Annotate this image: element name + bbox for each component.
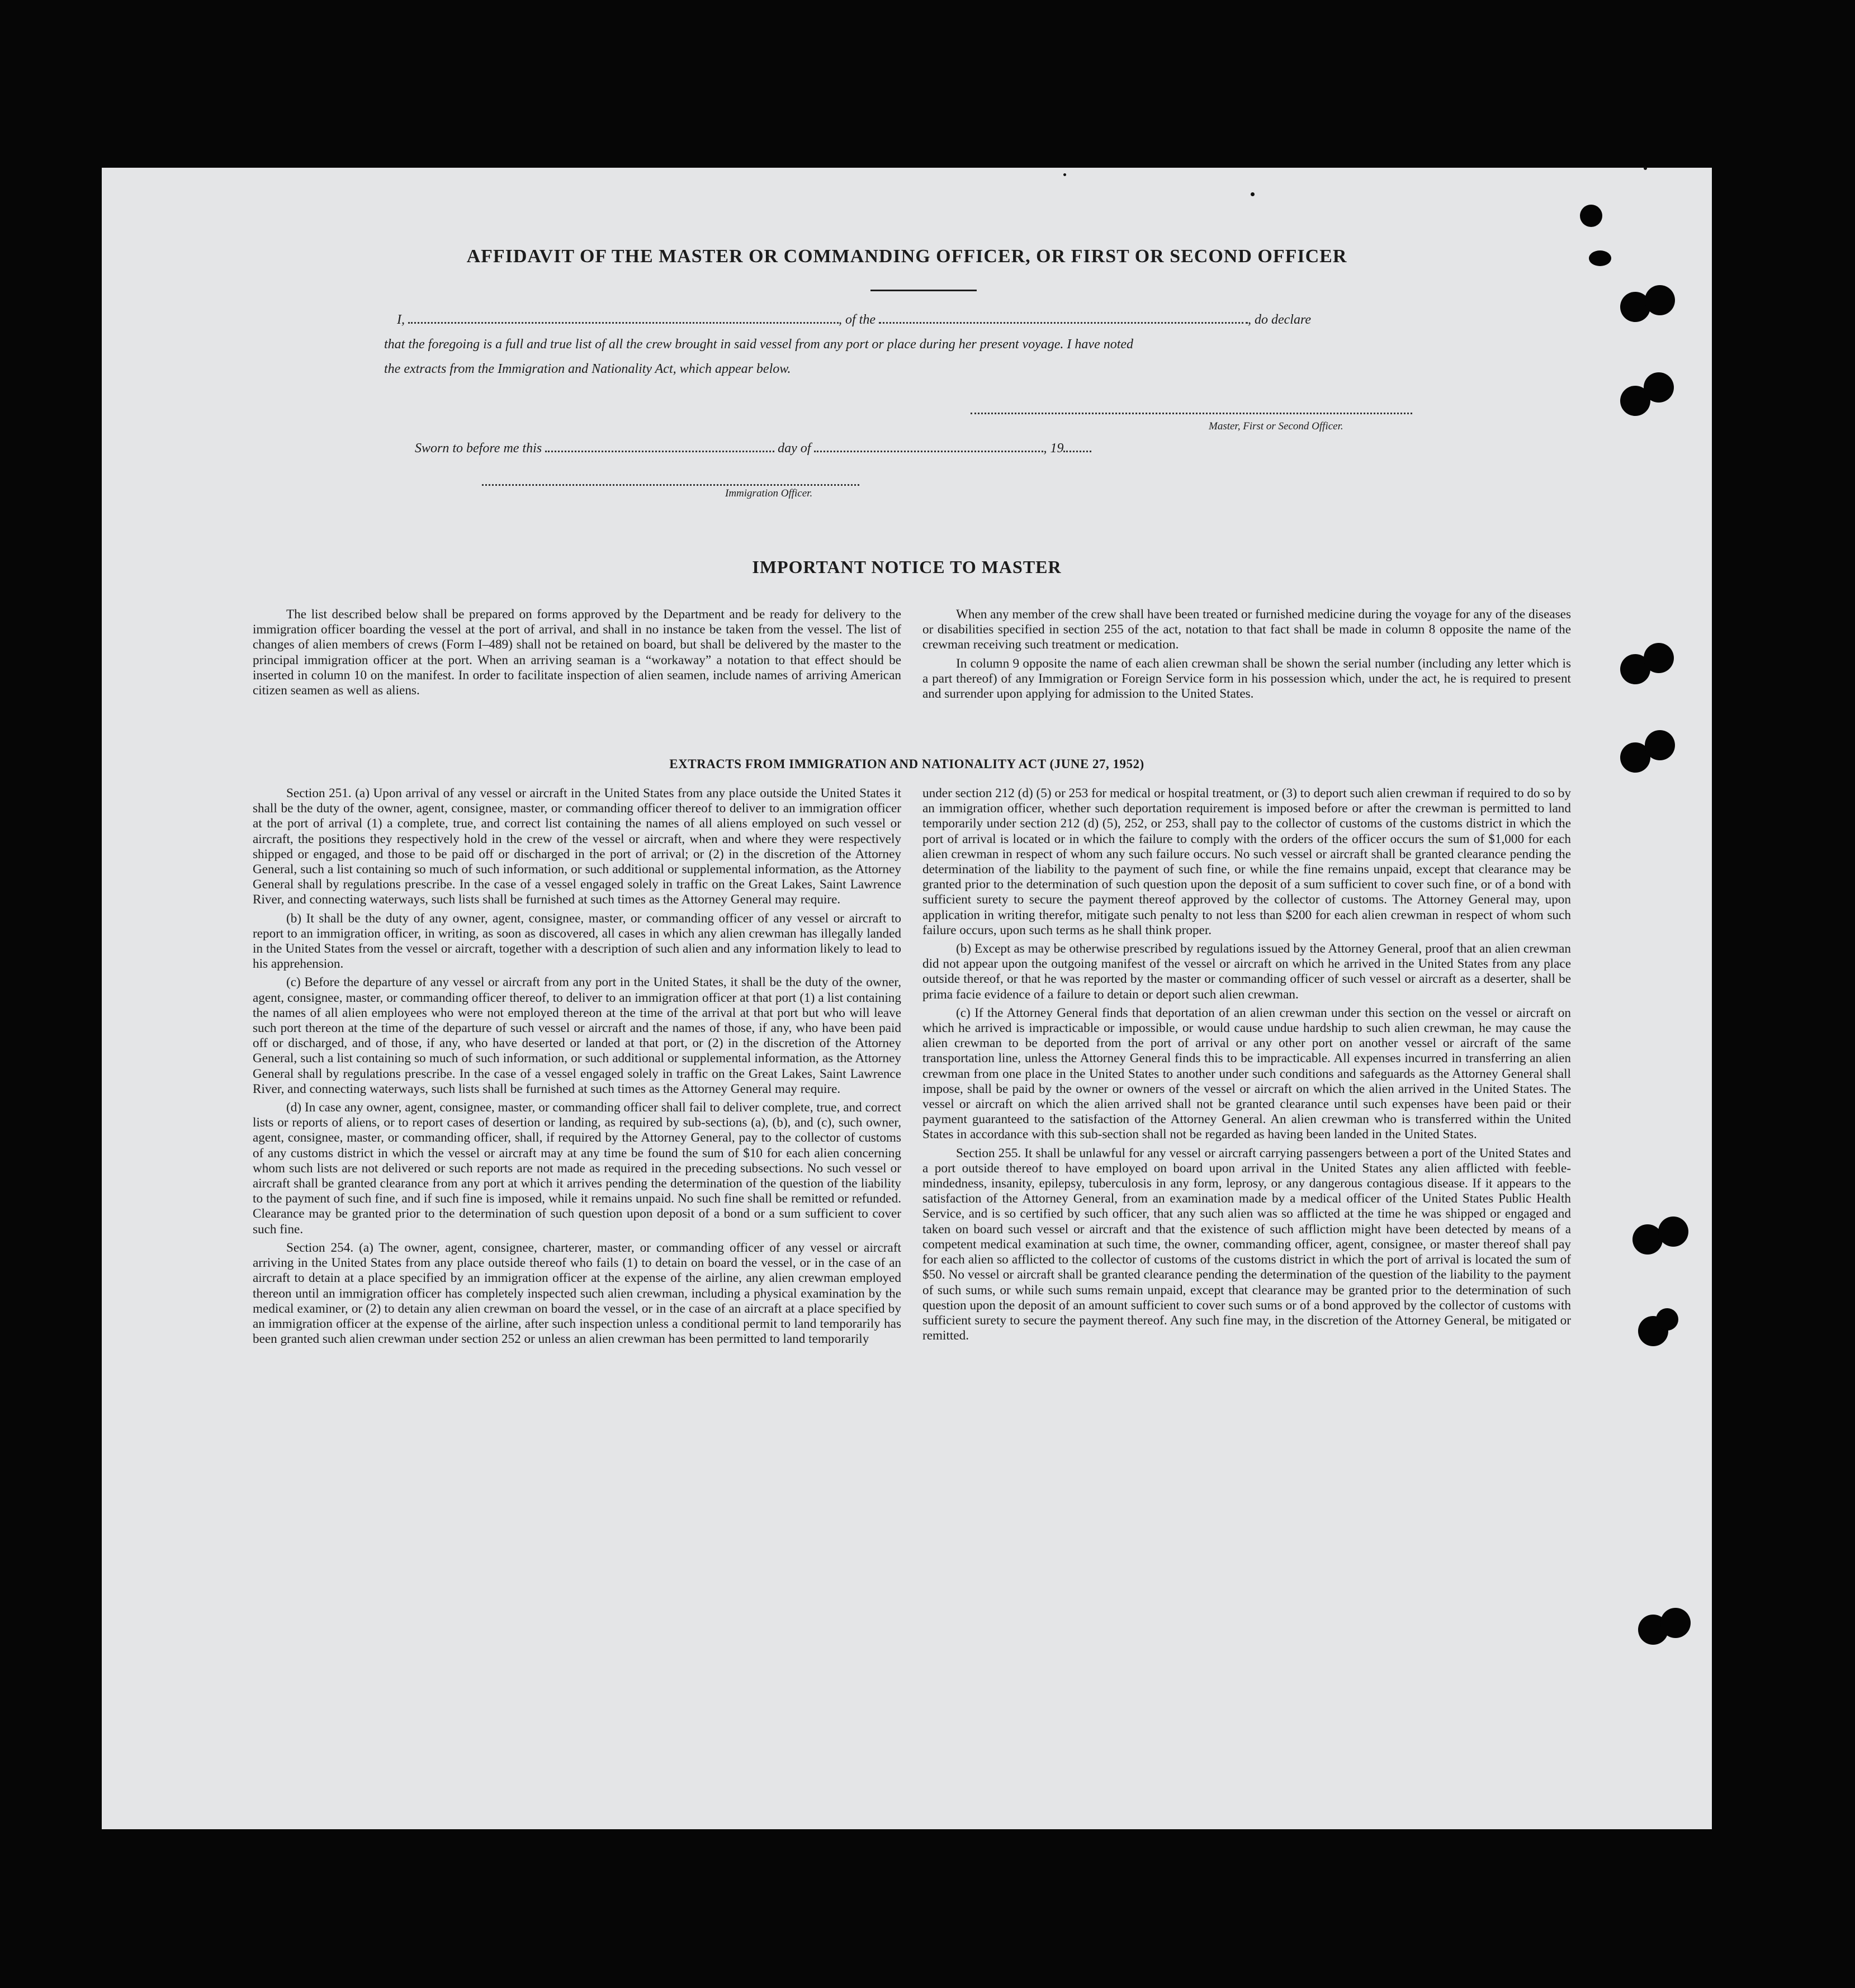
vessel-name-field[interactable] [879, 310, 1248, 324]
punch-hole [1658, 1217, 1688, 1247]
scan-speck [1063, 173, 1066, 176]
extracts-heading: EXTRACTS FROM IMMIGRATION AND NATIONALITY ACT (JUNE 27, 1952) [669, 757, 1144, 771]
sworn-day-field[interactable] [545, 438, 774, 452]
declaration-line [397, 307, 1515, 332]
section-254-b: (b) Except as may be otherwise prescribed by regulations issued by the Attorney General, proof that an alien crewman did not appear upon the outgoing manifest of the vessel or aircraft on which he arrived in the United States from any place outside thereof, or that he was reported by the master or commanding officer of such vessel or aircraft as a deserter, shall be prima facie evidence of a failure to detain or deport such alien crewman. [922, 941, 1571, 1002]
section-251-c: (c) Before the departure of any vessel or aircraft from any port in the United States, it shall be the duty of the owner, agent, consignee, master, or commanding officer thereof, to deliver to an immigration officer at that port (1) a list containing the names of all alien employees who were not employed thereon at the time of the arrival at that port but who will leave such port thereon at the time of the departure of such vessel or aircraft and the names of those, if any, who have been paid off or discharged, and of those, if any, who have deserted or landed at that port, or (2) in the discretion of the Attorney General, such a list containing so much of such information, or such additional or supplemental information, as the Attorney General shall by regulations prescribe. In the case of a vessel engaged solely in traffic on the Great Lakes, Saint Lawrence River, and connecting waterways, such lists shall be furnished at such times as the Attorney General may require. [253, 975, 901, 1096]
declaration-i: I, [397, 313, 405, 327]
notice-left-paragraph: The list described below shall be prepared on forms approved by the Department and be ready for delivery to the immigration officer boarding the vessel at the port of arrival, and shall in no instance be taken from the vessel. The list of changes of alien members of crews (Form I–489) shall not be retained on board, but shall be delivered by the master to the principal immigration officer at the port. When an arriving seaman is a “workaway” a notation to that effect should be inserted in column 10 on the manifest. In order to facilitate inspection of alien seamen, include names of arriving American citizen seamen as well as aliens. [253, 607, 901, 698]
sworn-line [415, 436, 1533, 461]
title-underline [870, 290, 977, 291]
punch-hole [1645, 730, 1675, 760]
punch-hole [1589, 250, 1611, 266]
sworn-prefix: Sworn to before me this [415, 441, 542, 456]
punch-hole [1580, 205, 1602, 227]
notice-heading: IMPORTANT NOTICE TO MASTER [752, 557, 1062, 577]
punch-hole [1644, 372, 1674, 403]
sworn-year-field[interactable] [1063, 438, 1091, 452]
document-page [102, 168, 1712, 1829]
sworn-year-prefix: , 19 [1043, 441, 1064, 456]
declarant-name-field[interactable] [408, 310, 839, 324]
section-254-a-continued: under section 212 (d) (5) or 253 for medical or hospital treatment, or (3) to deport such alien crewman if required to do so by an immigration officer, whether such deportation requirement is imposed before or after the crewman is permitted to land temporarily under section 212 (d) (5), 252, or 253, shall pay to the collector of customs of the customs district in which the port of arrival is located or in which the failure to comply with the orders of the officer occurs the sum of $1,000 for each alien crewman in respect of whom any such failure occurs. No such vessel or aircraft shall be granted clearance pending the determination of the liability to the payment of such fine, or while the fine remains unpaid, except that clearance may be granted prior to the determination of such question upon the deposit of a sum sufficient to cover such fine, or of a bond with sufficient surety to secure the payment thereof approved by the collector of customs. The Attorney General may, upon application in writing therefor, mitigate such penalty to not less than $200 for each alien crewman in respect of whom such failure occurs, upon such terms as he shall think proper. [922, 786, 1571, 938]
declaration-text-3: the extracts from the Immigration and Nationality Act, which appear below. [384, 362, 791, 376]
notice-right-paragraph-1: When any member of the crew shall have been treated or furnished medicine during the voyage for any of the diseases or disabilities specified in section 255 of the act, notation to that fact shall be made in column 8 opposite the name of the crewman receiving such treatment or medication. [922, 607, 1571, 652]
officer-signature-field[interactable] [482, 484, 859, 486]
punch-hole [1645, 285, 1675, 315]
notice-left-column [253, 607, 901, 698]
scan-speck [1644, 167, 1647, 170]
extracts-left-column [253, 786, 901, 1347]
master-signature-field[interactable] [971, 413, 1412, 414]
affidavit-title: AFFIDAVIT OF THE MASTER OR COMMANDING OFFICER, OR FIRST OR SECOND OFFICER [466, 246, 1347, 267]
declaration-do-declare: , do declare [1248, 313, 1312, 327]
notice-right-paragraph-2: In column 9 opposite the name of each alien crewman shall be shown the serial number (including any letter which is a part thereof) of any Immigration or Foreign Service form in his possession which, under the act, he is required to present and surrender upon applying for admission to the United States. [922, 656, 1571, 702]
officer-caption: Immigration Officer. [725, 487, 813, 499]
section-254-a: Section 254. (a) The owner, agent, consignee, charterer, master, or commanding officer of any vessel or aircraft arriving in the United States from any place outside thereof who fails (1) to detain on board the vessel, or in the case of an aircraft to detain at a place specified by an immigration officer at the expense of the airline, any alien crewman employed thereon until an immigration officer has completely inspected such alien crewman, including a physical examination by the medical examiner, or (2) to detain any alien crewman on board the vessel, or in the case of an aircraft at a place specified by an immigration officer at the expense of the airline, after such inspection unless a conditional permit to land temporarily has been granted such alien crewman under section 252 or unless an alien crewman has been permitted to land temporarily [253, 1240, 901, 1347]
master-caption: Master, First or Second Officer. [1209, 420, 1343, 432]
punch-hole [1656, 1308, 1678, 1331]
declaration-text-2: that the foregoing is a full and true list of all the crew brought in said vessel from any port or place during her present voyage. I have noted [384, 337, 1134, 352]
section-251-d: (d) In case any owner, agent, consignee, master, or commanding officer shall fail to deliver complete, true, and correct lists or reports of aliens, or to report cases of desertion or landing, as required by sub-sections (a), (b), and (c), such owner, agent, consignee, master, or commanding officer, shall, if required by the Attorney General, pay to the collector of customs of any customs district in which the vessel or aircraft may at any time be found the sum of $10 for each alien concerning whom such lists are not delivered or such reports are not made as required in the preceding subsections. No such vessel or aircraft shall be granted clearance from any port at which it arrives pending the determination of the question of the liability to the payment of such fine, and if such fine is imposed, while it remains unpaid. No such fine shall be remitted or refunded. Clearance may be granted prior to the determination of such question upon deposit of a bond or a sum sufficient to cover such fine. [253, 1100, 901, 1237]
section-254-c: (c) If the Attorney General finds that deportation of an alien crewman under this section on the vessel or aircraft on which he arrived is impracticable or impossible, or would cause undue hardship to such alien crewman, he may cause the alien crewman to be deported from the port of arrival or any other port on another vessel or aircraft of the same transportation line, unless the Attorney General finds this to be impracticable. All expenses incurred in transferring an alien crewman from one place in the United States to another under such conditions and safeguards as the Attorney General shall impose, shall be paid by the owner or owners of the vessel or aircraft on which the alien arrived in the United States. The vessel or aircraft on which the alien arrived shall not be granted clearance until such expenses have been paid or their payment guaranteed to the satisfaction of the Attorney General. An alien crewman who is transferred within the United States in accordance with this sub-section shall not be regarded as having been landed in the United States. [922, 1005, 1571, 1142]
punch-hole [1660, 1608, 1691, 1638]
sworn-day-of: day of [778, 441, 811, 456]
declaration-of-the: , of the [839, 313, 876, 327]
extracts-right-column [922, 786, 1571, 1343]
section-251-a: Section 251. (a) Upon arrival of any vessel or aircraft in the United States from any place outside the United States it shall be the duty of the owner, agent, consignee, master, or commanding officer thereof to deliver to an immigration officer at the port of arrival (1) a complete, true, and correct list containing the names of all aliens employed on such vessel or aircraft, the positions they respectively hold in the crew of the vessel or aircraft, when and where they were respectively shipped or engaged, and those to be paid off or discharged in the port of arrival; or (2) in the discretion of the Attorney General, such a list containing so much of such information, or such additional or supplemental information, as the Attorney General shall by regulations prescribe. In the case of a vessel engaged solely in traffic on the Great Lakes, Saint Lawrence River, and connecting waterways, such lists shall be furnished at such times as the Attorney General may require. [253, 786, 901, 907]
section-251-b: (b) It shall be the duty of any owner, agent, consignee, master, or commanding officer of any vessel or aircraft to report to an immigration officer, in writing, as soon as discovered, all cases in which any alien crewman has illegally landed in the United States from the vessel or aircraft, together with a description of such alien and any information likely to lead to his apprehension. [253, 911, 901, 972]
notice-right-column [922, 607, 1571, 702]
punch-hole [1644, 643, 1674, 673]
sworn-month-field[interactable] [814, 438, 1043, 452]
scan-speck [1251, 192, 1255, 196]
section-255: Section 255. It shall be unlawful for any vessel or aircraft carrying passengers between a port of the United States and a port outside thereof to have employed on board upon arrival in the United States any alien afflicted with feeble-mindedness, insanity, epilepsy, tuberculosis in any form, leprosy, or any dangerous contagious disease. If it appears to the satisfaction of the Attorney General, from an examination made by a medical officer of the United States Public Health Service, and is so certified by such officer, that any such alien was so afflicted at the time he was shipped or engaged and taken on board such vessel or aircraft and that the existence of such affliction might have been detected by means of a competent medical examination at such time, the owner, commanding officer, agent, consignee, or master thereof shall pay for each alien so afflicted to the collector of customs of the customs district in which the port of arrival is located the sum of $50. No vessel or aircraft shall be granted clearance pending the determination of the question of the liability to the payment of such sums, or while such sums remain unpaid, except that clearance may be granted prior to the determination of such question upon the deposit of an amount sufficient to cover such sums or of a bond approved by the collector of customs with sufficient surety to secure the payment thereof. Any such fine may, in the discretion of the Attorney General, be mitigated or remitted. [922, 1146, 1571, 1343]
